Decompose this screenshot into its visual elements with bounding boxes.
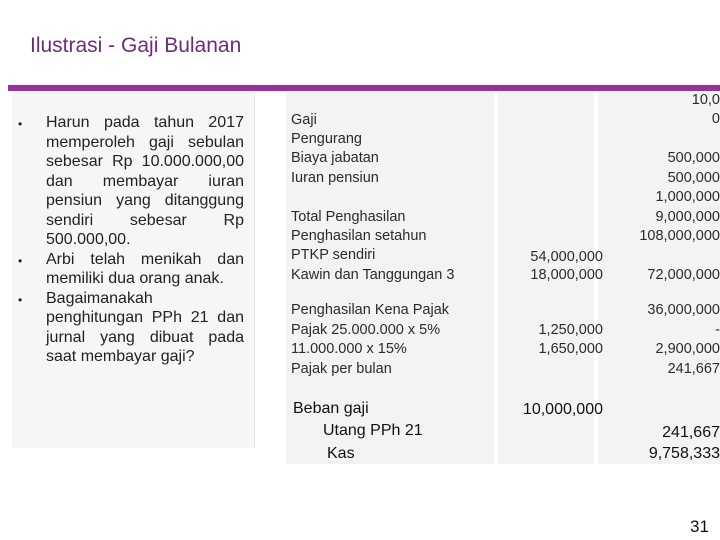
label-utang-pph21: Utang PPh 21 [323,422,423,439]
value-pajak-total: 2,900,000 [655,341,720,357]
label-kas: Kas [327,445,355,462]
label-total-penghasilan: Total Penghasilan [291,209,406,225]
bullet-icon: • [18,292,23,307]
page-number: 31 [690,517,709,536]
label-iuran-pensiun: Iuran pensiun [291,170,379,186]
bullet-icon: • [18,253,23,268]
bullet-icon: • [18,117,23,131]
list-item [18,113,248,250]
label-kawin-tanggungan: Kawin dan Tanggungan 3 [291,267,455,283]
label-pajak-11: 11.000.000 x 15% [291,341,407,357]
list-item [18,289,248,367]
value-penghasilan-setahun: 108,000,000 [639,228,720,244]
label-ptkp-sendiri: PTKP sendiri [291,247,376,263]
value-dash: - [715,322,720,338]
value-iuran-pensiun: 500,000 [667,170,720,186]
value-tanggungan: 18,000,000 [530,267,603,283]
label-biaya-jabatan: Biaya jabatan [291,150,379,166]
label-pajak-25: Pajak 25.000.000 x 5% [291,322,441,338]
label-beban-gaji: Beban gaji [293,400,369,417]
value-ptkp-total: 72,000,000 [647,267,720,283]
bullet-text: Bagaimanakah penghitungan PPh 21 dan jurnal yang dibuat pada saat membayar gaji? [46,289,244,365]
value-utang-pph21-credit: 241,667 [662,424,720,441]
value-ptkp-sendiri: 54,000,000 [530,249,603,265]
value-biaya-jabatan: 500,000 [667,150,720,166]
list-item [18,250,248,289]
value-gaji-line2: 0 [711,111,720,127]
value-pkp: 36,000,000 [647,302,720,318]
value-pajak-per-bulan: 241,667 [667,361,720,377]
value-pajak-11: 1,650,000 [538,341,603,357]
label-pajak-per-bulan: Pajak per bulan [291,361,392,377]
value-pajak-25: 1,250,000 [538,322,603,338]
value-total-penghasilan: 9,000,000 [655,209,720,225]
value-gaji-line1: 10,0 [691,92,720,108]
value-beban-gaji-debit: 10,000,000 [522,401,603,418]
title-divider [8,85,720,91]
bullet-text: Harun pada tahun 2017 memperoleh gaji sebulan sebesar Rp 10.000.000,00 dan membayar iuran pensiun yang ditanggung sendiri sebesar Rp 500.000,00. [46,114,244,248]
label-pengurang: Pengurang [291,131,362,147]
slide-title: Ilustrasi - Gaji Bulanan [30,34,242,57]
label-penghasilan-setahun: Penghasilan setahun [291,228,427,244]
bullet-list [18,113,248,367]
calculation-table [286,92,720,464]
value-total-pengurang: 1,000,000 [655,189,720,205]
bullet-text: Arbi telah menikah dan memiliki dua orang anak. [46,250,244,287]
label-pkp: Penghasilan Kena Pajak [291,302,450,318]
label-gaji: Gaji [291,112,317,128]
value-kas-credit: 9,758,333 [648,445,720,462]
